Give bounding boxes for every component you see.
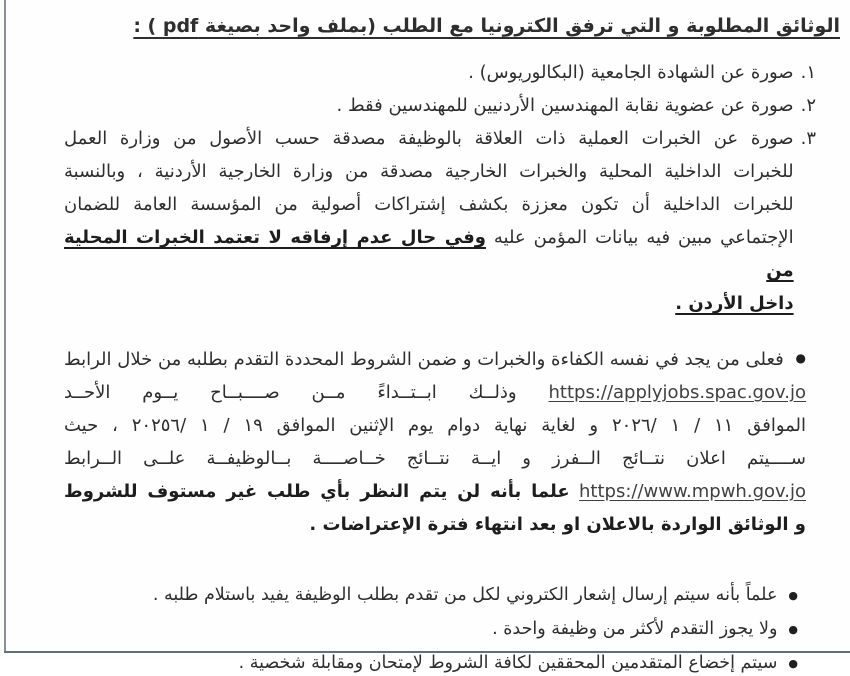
document-title: الوثائق المطلوبة و التي ترفق الكترونيا مع الطلب (بملف واحد بصيغة pdf ) :	[133, 15, 840, 37]
list-item-3-text	[64, 122, 794, 320]
page-border-left	[4, 0, 6, 651]
ministry-results-link[interactable]: https://www.mpwh.gov.jo	[579, 481, 806, 502]
list-item-3-line: للخبرات الداخلية المحلية والخبرات الخارجية مصدقة من وزارة الخارجية الأردنية ، وبالنسبة	[64, 161, 794, 182]
highlight-warning-text: داخل الأردن .	[675, 293, 794, 314]
list-item-1-text: صورة عن الشهادة الجامعية (البكالوريوس) .	[468, 62, 794, 83]
required-documents-list	[64, 56, 816, 320]
list-item-2-number: ٢.	[800, 95, 816, 116]
list-item-1	[64, 56, 816, 89]
apply-line-6	[64, 508, 806, 541]
rejection-notice-text: علما بأنه لن يتم النظر بأي طلب غير مستوف للشروط	[64, 481, 570, 502]
list-item-2-text: صورة عن عضوية نقابة المهندسين الأردنيين للمهندسين فقط .	[336, 95, 794, 116]
highlight-warning-text: وفي حال عدم إرفاقه لا تعتمد الخبرات المحلية من	[64, 227, 794, 281]
notes-list	[58, 583, 798, 676]
note-item-2	[58, 617, 798, 642]
list-item-3-line	[64, 287, 794, 320]
rejection-notice-text-2: و الوثائق الواردة بالاعلان او بعد انتهاء فترة الإعتراضات .	[309, 514, 806, 535]
bullet-icon: ●	[788, 657, 798, 670]
list-item-3-line: صورة عن الخبرات العملية ذات العلاقة بالوظيفة مصدقة حسب الأصول من وزارة العمل	[64, 128, 794, 149]
bullet-icon: ●	[788, 623, 798, 636]
note-item-1	[58, 583, 798, 608]
note-text: ولا يجوز التقدم لأكثر من وظيفة واحدة .	[492, 619, 778, 639]
list-item-3-line: للخبرات الداخلية أن تكون معززة بكشف إشتراكات أصولية من المؤسسة العامة للضمان	[64, 194, 794, 215]
note-text: سيتم إخضاع المتقدمين المحققين لكافة الشروط لإمتحان ومقابلة شخصية .	[238, 653, 778, 673]
list-item-2	[64, 89, 816, 122]
bullet-icon: ●	[795, 351, 806, 365]
apply-line-3: الموافق ١١ / ١ /٢٠٢٦ و لغاية نهاية دوام يوم الإثنين الموافق ١٩ / ١ /٢٠٢٥٦ ، حيث	[64, 415, 807, 436]
apply-intro-text: فعلى من يجد في نفسه الكفاءة والخبرات و ضمن الشروط المحددة التقدم بطلبه من خلال الرابط	[64, 349, 784, 370]
apply-line-4: ســــيتم اعلان نتــائج الــفرز و ايــة نتــائج خــاصــــة بــالوظيفــة علــى الــرابط	[64, 448, 806, 469]
apply-line-1	[64, 342, 806, 376]
apply-start-date-text: وذلــك ابــتــداءً مــن صــــبــاح يــوم الأحــد	[64, 382, 517, 403]
application-instructions-paragraph	[64, 342, 806, 541]
note-item-3	[58, 651, 798, 676]
apply-line-5	[64, 475, 806, 508]
list-item-3-number: ٣.	[800, 128, 816, 149]
note-text: علماً بأنه سيتم إرسال إشعار الكتروني لكل من تقدم بطلب الوظيفة يفيد باستلام طلبه .	[152, 585, 778, 605]
list-item-3-line	[64, 221, 794, 287]
bullet-icon: ●	[788, 589, 798, 602]
apply-line-2	[64, 376, 806, 409]
list-item-3	[64, 122, 816, 320]
list-item-3-line4-text: الإجتماعي مبين فيه بيانات المؤمن عليه	[493, 227, 794, 248]
list-item-1-number: ١.	[800, 62, 816, 83]
page-border-bottom	[4, 651, 850, 653]
apply-jobs-link[interactable]: https://applyjobs.spac.gov.jo	[548, 382, 806, 403]
